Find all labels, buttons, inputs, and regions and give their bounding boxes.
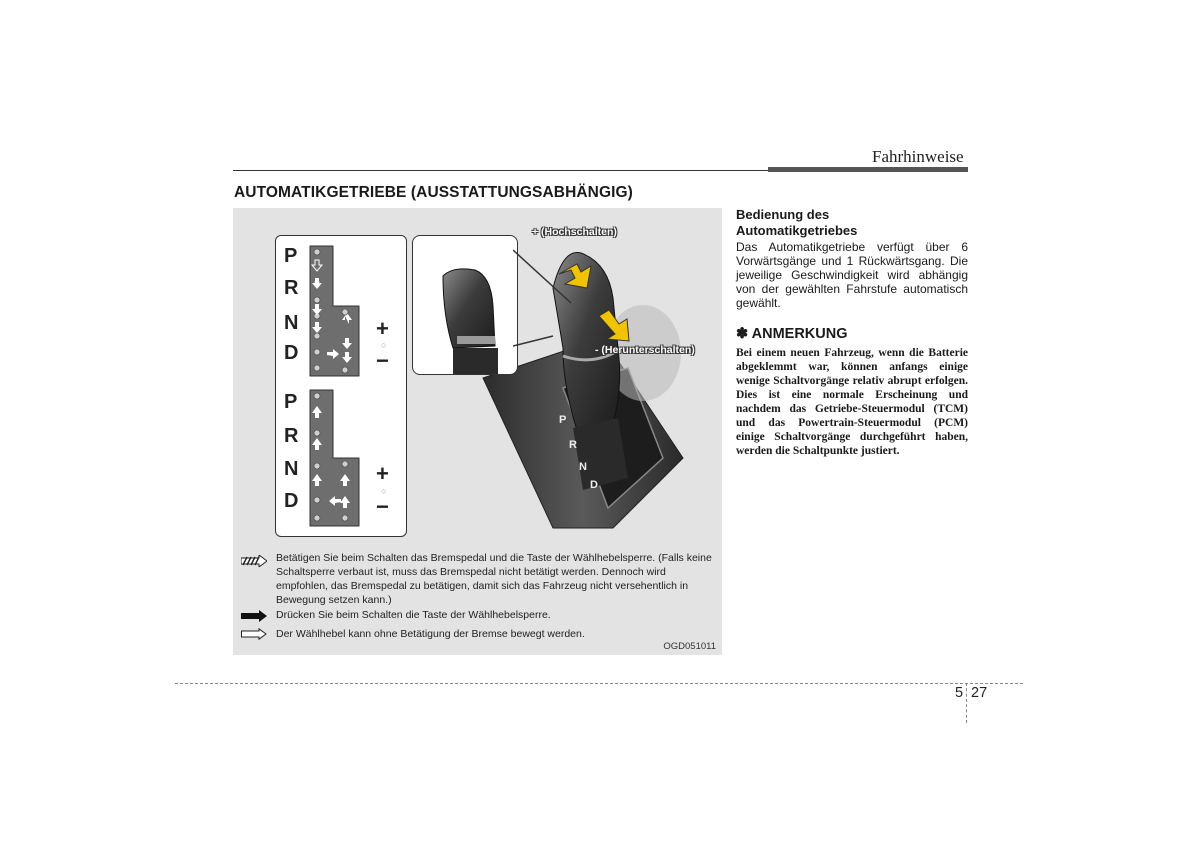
outline-arrow-icon — [241, 628, 267, 640]
page-chapter: 5 — [955, 685, 964, 701]
console-letter-r: R — [569, 439, 577, 451]
page-number: 27 — [971, 685, 988, 701]
lower-gate-r: R — [284, 425, 299, 447]
inset-connector — [513, 248, 573, 348]
note-heading: ✽ ANMERKUNG — [736, 326, 848, 342]
lower-gate-d: D — [284, 490, 299, 512]
upper-gate-plus: + — [376, 316, 389, 341]
upper-gate-p: P — [284, 245, 298, 267]
console-letter-n: N — [579, 461, 587, 473]
upper-gate-minus: − — [376, 348, 389, 373]
lower-shift-gate — [307, 388, 367, 528]
legend-text-brake: Betätigen Sie beim Schalten das Bremspedal und die Taste der Wählhebelsperre. (Falls keine Schaltsperre verbaut ist, muss das Bremspedal nicht betätigt werden. Dennoch wird empfohlen, das Bremspedal zu betätigen, damit sich das Fahrzeug nicht versehentlich in Bewegung setzen kann.) — [276, 552, 712, 606]
upper-gate-r: R — [284, 277, 299, 299]
figure-code: OGD051011 — [663, 641, 716, 652]
header-bar — [768, 167, 968, 172]
upper-shift-gate — [307, 244, 367, 379]
running-header: Fahrhinweise — [872, 147, 964, 166]
lever-knob-drawing — [413, 236, 517, 374]
lower-gate-minus: − — [376, 494, 389, 519]
footer-vertical-dash — [966, 683, 967, 723]
downshift-label: - (Herunterschalten) — [595, 344, 695, 356]
console-letter-d: D — [590, 479, 598, 491]
lower-gate-p: P — [284, 391, 298, 413]
hatched-arrow-icon — [241, 555, 267, 567]
solid-arrow-icon — [241, 610, 267, 622]
upper-gate-n: N — [284, 312, 299, 334]
footer-dash-line — [175, 683, 1023, 684]
gear-shift-figure — [233, 208, 722, 655]
lower-gate-plus: + — [376, 461, 389, 486]
legend-text-free: Der Wählhebel kann ohne Betätigung der Bremse bewegt werden. — [276, 628, 585, 640]
lower-gate-n: N — [284, 458, 299, 480]
upshift-label: + (Hochschalten) — [532, 226, 617, 238]
section-title: AUTOMATIKGETRIEBE (AUSSTATTUNGSABHÄNGIG) — [234, 184, 633, 201]
operation-body: Das Automatikgetriebe verfügt über 6 Vorwärtsgänge und 1 Rückwärtsgang. Die jeweilige Geschwindigkeit wird abhängig von der gewählten Fahrstufe automatisch gewählt. — [736, 240, 968, 310]
lower-gate-mark: ○ — [381, 486, 387, 496]
upper-gate-d: D — [284, 342, 299, 364]
upper-gate-mark: ○ — [381, 340, 387, 350]
shift-pattern-diagram — [275, 235, 407, 537]
operation-heading: Bedienung des Automatikgetriebes — [736, 207, 858, 238]
console-letter-p: P — [559, 414, 567, 426]
legend-text-lock-button: Drücken Sie beim Schalten die Taste der Wählhebelsperre. — [276, 609, 551, 621]
lever-inset-photo — [412, 235, 518, 375]
note-body: Bei einem neuen Fahrzeug, wenn die Batterie abgeklemmt war, können anfangs einige wenige Schaltvorgänge relativ abrupt erfolgen. Dies ist eine normale Erscheinung und nachdem das Getriebe-Steuermodul (TCM) und das Powertrain-Steuermodul (PCM) einige Schaltvorgänge durchgeführt haben, werden die Schaltpunkte justiert. — [736, 347, 968, 457]
